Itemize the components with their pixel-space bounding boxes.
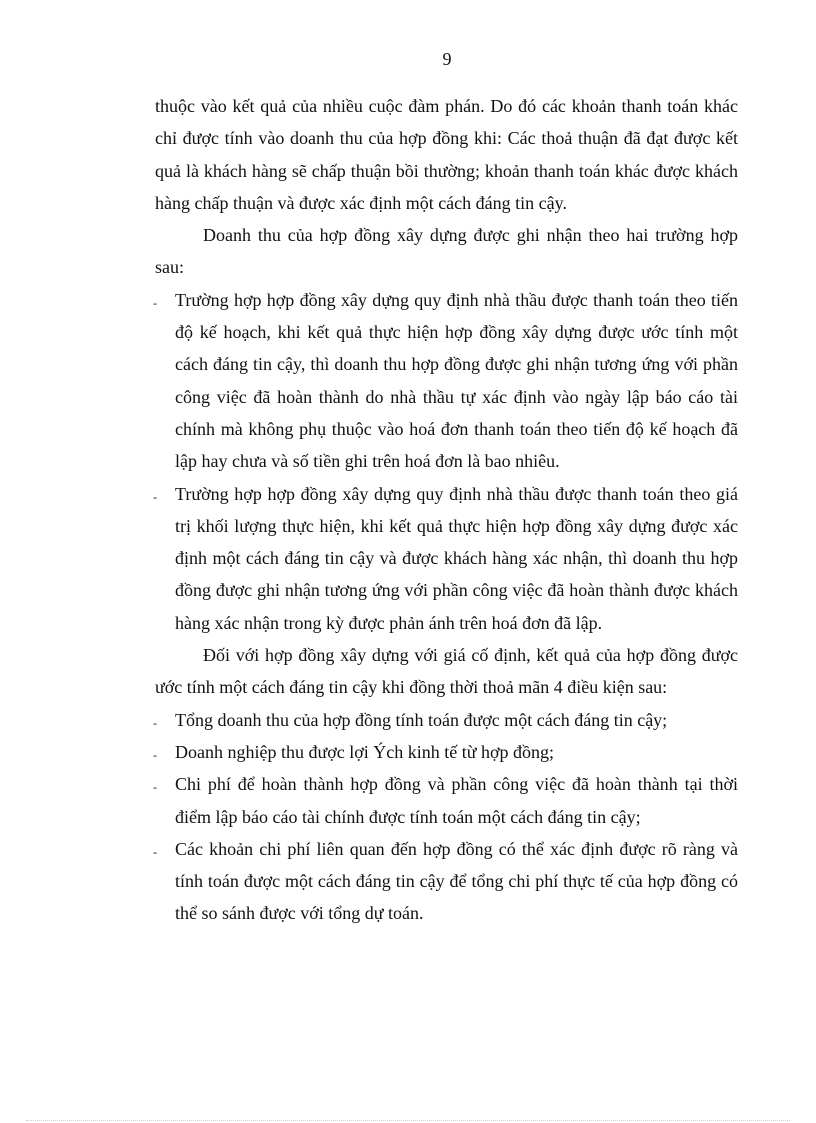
list-item-text: Doanh nghiệp thu được lợi Ých kinh tế từ hợp đồng; bbox=[175, 741, 555, 762]
bullet-dash-icon: - bbox=[153, 295, 157, 310]
page-number: 9 bbox=[442, 49, 452, 69]
list-item-text: Chi phí để hoàn thành hợp đồng và phần công việc đã hoàn thành tại thời điểm lập báo cáo tài chính được tính toán một cách đáng tin cậy; bbox=[175, 774, 738, 827]
list-item-text: Các khoản chi phí liên quan đến hợp đồng có thể xác định được rõ ràng và tính toán được một cách đáng tin cậy để tổng chi phí thực tế của hợp đồng có thể so sánh được với tổng dự toán. bbox=[175, 838, 738, 924]
bullet-dash-icon: - bbox=[153, 780, 157, 795]
list-item bbox=[155, 478, 738, 639]
list-item-text: Trường hợp hợp đồng xây dựng quy định nhà thầu được thanh toán theo tiến độ kế hoạch, khi kết quả thực hiện hợp đồng xây dựng được ước tính một cách đáng tin cậy, thì doanh thu hợp đồng được ghi nhận tương ứng với phần công việc đã hoàn thành do nhà thầu tự xác định vào ngày lập báo cáo tài chính mà không phụ thuộc vào hoá đơn thanh toán theo tiến độ kế hoạch đã lập hay chưa và số tiền ghi trên hoá đơn là bao nhiêu. bbox=[175, 289, 738, 472]
paragraph-revenue-cases-intro: Doanh thu của hợp đồng xây dựng được ghi nhận theo hai trường hợp sau: bbox=[155, 225, 738, 278]
list-item-text: Tổng doanh thu của hợp đồng tính toán được một cách đáng tin cậy; bbox=[175, 709, 668, 730]
list-item-text: Trường hợp hợp đồng xây dựng quy định nhà thầu được thanh toán theo giá trị khối lượng thực hiện, khi kết quả thực hiện hợp đồng xây dựng được xác định một cách đáng tin cậy và được khách hàng xác nhận, thì doanh thu hợp đồng được ghi nhận tương ứng với phần công việc đã hoàn thành được khách hàng xác nhận trong kỳ được phản ánh trên hoá đơn đã lập. bbox=[175, 483, 738, 633]
revenue-cases-list bbox=[155, 284, 738, 639]
bullet-dash-icon: - bbox=[153, 489, 157, 504]
list-item bbox=[155, 704, 738, 736]
page-bottom-divider bbox=[26, 1120, 790, 1121]
list-item bbox=[155, 284, 738, 478]
list-item bbox=[155, 833, 738, 930]
paragraph-payment-conditions: thuộc vào kết quả của nhiều cuộc đàm phán. Do đó các khoản thanh toán khác chỉ được tính vào doanh thu của hợp đồng khi: Các thoả thuận đã đạt được kết quả là khách hàng sẽ chấp thuận bồi thường; khoản thanh toán khác được khách hàng chấp thuận và được xác định một cách đáng tin cậy. bbox=[155, 96, 738, 213]
bullet-dash-icon: - bbox=[153, 715, 157, 730]
bullet-dash-icon: - bbox=[153, 747, 157, 762]
list-item bbox=[155, 768, 738, 833]
paragraph-fixed-price-intro: Đối với hợp đồng xây dựng với giá cố định, kết quả của hợp đồng được ước tính một cách đáng tin cậy khi đồng thời thoả mãn 4 điều kiện sau: bbox=[155, 645, 738, 698]
bullet-dash-icon: - bbox=[153, 844, 157, 859]
fixed-price-conditions-list bbox=[155, 704, 738, 930]
list-item bbox=[155, 736, 738, 768]
document-body bbox=[155, 90, 738, 930]
